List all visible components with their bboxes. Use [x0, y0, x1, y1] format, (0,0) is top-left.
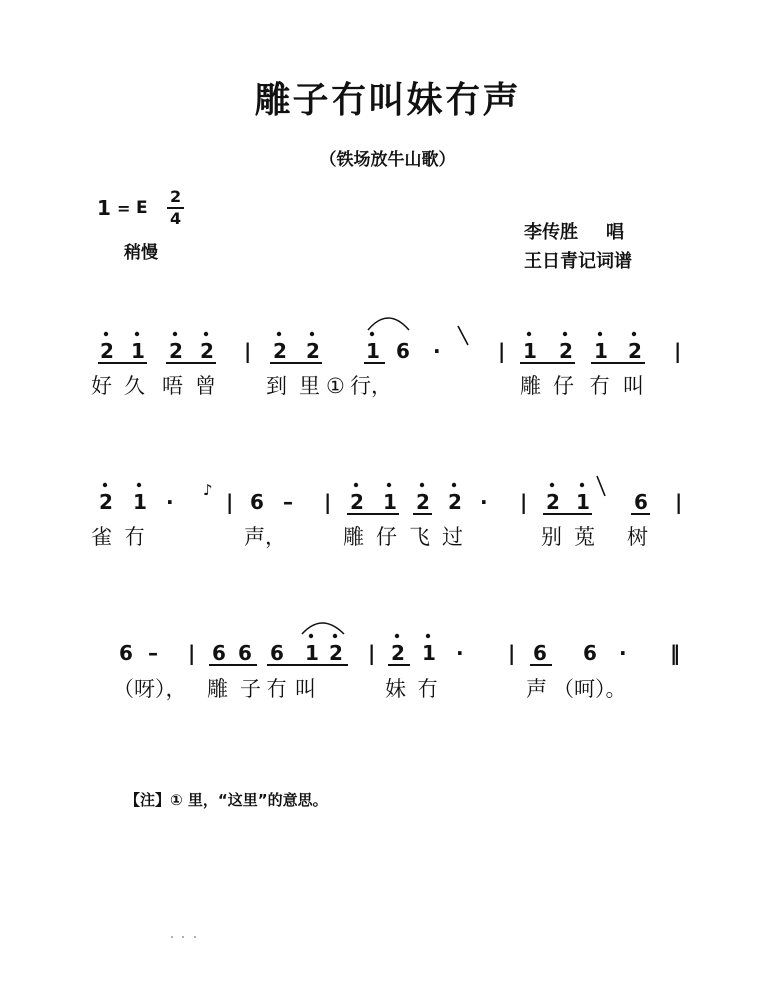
lyric: 久: [124, 374, 145, 398]
slur: [368, 318, 409, 330]
lyric: 冇: [417, 677, 438, 701]
note: 2: [99, 490, 113, 514]
key-signature-one: 1: [97, 196, 111, 220]
lyric: 过: [442, 525, 463, 549]
note: 2: [628, 339, 642, 363]
dot: ·: [433, 339, 441, 363]
lyric: （呵）。: [553, 677, 627, 701]
barline: |: [226, 490, 234, 514]
note: 2: [273, 339, 287, 363]
note: 2: [448, 490, 462, 514]
lyric: 雕: [343, 525, 364, 549]
score-line-1: [91, 318, 681, 399]
octave-dots: [309, 634, 430, 638]
lyric: 叫: [623, 374, 644, 398]
song-subtitle: （铁场放牛山歌）: [319, 150, 456, 170]
page-speckle: [171, 936, 196, 938]
lyric: 妹: [385, 677, 406, 701]
score-line-3: [113, 623, 680, 702]
lyric: 雕: [207, 677, 228, 701]
note: 1: [422, 641, 436, 665]
note: 2: [546, 490, 560, 514]
note: 2: [329, 641, 343, 665]
glide-mark: [458, 326, 468, 345]
note: 2: [559, 339, 573, 363]
lyric: 声: [526, 677, 547, 701]
dash: –: [148, 641, 158, 665]
barline: |: [508, 641, 516, 665]
note: 2: [200, 339, 214, 363]
lyric: 雀: [91, 525, 112, 549]
note: 6: [583, 641, 597, 665]
lyric: 冇: [266, 677, 287, 701]
footnote-marker: ①: [326, 374, 345, 398]
lyric: 行，: [350, 374, 392, 398]
lyric: 到: [266, 374, 287, 398]
recorder-credit: 王日青记词谱: [524, 251, 632, 272]
lyric: 叫: [295, 677, 316, 701]
note: 6: [396, 339, 410, 363]
lyric: 声，: [244, 525, 286, 549]
note: 6: [238, 641, 252, 665]
barline: |: [324, 490, 332, 514]
lyric: 雕: [520, 374, 541, 398]
note: 2: [416, 490, 430, 514]
lyric: 子: [240, 677, 261, 701]
time-signature-numerator: 2: [170, 187, 182, 206]
lyric: 树: [627, 525, 648, 549]
note: 6: [533, 641, 547, 665]
lyric: 仔: [376, 525, 397, 549]
score-line-2: [91, 476, 682, 550]
song-title: 雕子冇叫妹冇声: [254, 80, 521, 121]
lyric: 冇: [124, 525, 145, 549]
barline: |: [675, 490, 683, 514]
lyric: 莵: [574, 525, 595, 549]
lyric: 别: [541, 525, 562, 549]
key-signature-equals: =: [117, 199, 131, 218]
note: 6: [634, 490, 648, 514]
note: 1: [383, 490, 397, 514]
singer-role: 唱: [606, 222, 624, 243]
lyric: 仔: [553, 374, 574, 398]
lyric: 飞: [409, 525, 430, 549]
octave-dots: [104, 332, 636, 336]
lyric: （呀），: [113, 677, 187, 701]
slur: [302, 623, 344, 634]
note: 1: [576, 490, 590, 514]
grace-note: ♪: [203, 481, 213, 499]
note: 1: [131, 339, 145, 363]
barline: |: [188, 641, 196, 665]
lyric: 里: [299, 374, 320, 398]
note: 6: [119, 641, 133, 665]
final-barline: ‖: [670, 641, 680, 665]
barline: |: [498, 339, 506, 363]
dot: ·: [456, 641, 464, 665]
lyric: 冇: [589, 374, 610, 398]
singer-name: 李传胜: [524, 222, 578, 243]
barline: |: [520, 490, 528, 514]
note: 1: [305, 641, 319, 665]
dot: ·: [166, 490, 174, 514]
dot: ·: [480, 490, 488, 514]
lyric: 好: [91, 374, 112, 398]
note: 1: [366, 339, 380, 363]
note: 1: [594, 339, 608, 363]
note: 2: [391, 641, 405, 665]
note: 6: [270, 641, 284, 665]
key-signature-letter: E: [136, 198, 148, 218]
note: 2: [100, 339, 114, 363]
lyric: 唔: [162, 374, 183, 398]
dash: –: [283, 490, 293, 514]
note: 2: [169, 339, 183, 363]
barline: |: [368, 641, 376, 665]
footnote: 【注】① 里，“这里”的意思。: [125, 791, 328, 809]
tempo-marking: 稍慢: [124, 243, 158, 263]
note: 1: [133, 490, 147, 514]
barline: |: [674, 339, 682, 363]
lyric: 曾: [195, 374, 216, 398]
dot: ·: [619, 641, 627, 665]
time-signature-denominator: 4: [170, 209, 182, 228]
note: 2: [306, 339, 320, 363]
note: 6: [250, 490, 264, 514]
glide-mark: [597, 476, 605, 496]
note: 6: [212, 641, 226, 665]
note: 2: [350, 490, 364, 514]
octave-dots: [103, 483, 584, 487]
barline: |: [244, 339, 252, 363]
note: 1: [523, 339, 537, 363]
